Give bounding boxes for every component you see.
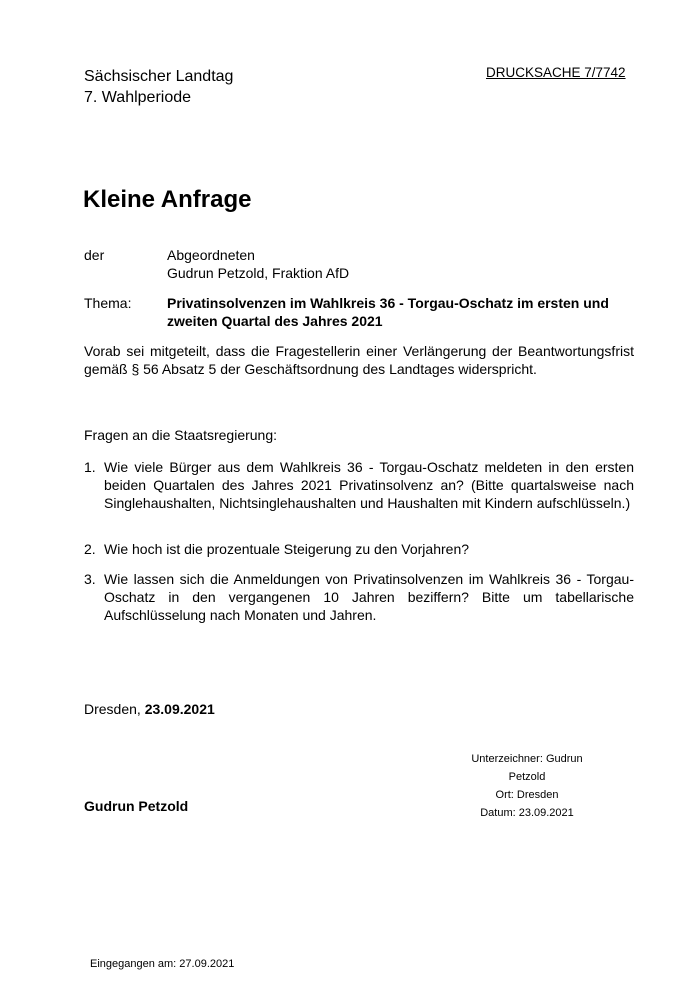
- legislative-period: 7. Wahlperiode: [84, 89, 192, 106]
- question-item: [84, 570, 634, 624]
- signer-line-1: Unterzeichner: Gudrun: [471, 753, 583, 765]
- question-number: 2.: [84, 541, 96, 557]
- topic-text: Privatinsolvenzen im Wahlkreis 36 - Torgau-Oschatz im ersten und zweiten Quartal des Jahres 2021: [167, 295, 609, 329]
- document-number: DRUCKSACHE 7/7742: [486, 65, 626, 80]
- parliament-name: Sächsischer Landtag: [84, 68, 234, 85]
- received-date: Eingegangen am: 27.09.2021: [90, 958, 235, 970]
- questions-intro: Fragen an die Staatsregierung:: [84, 427, 278, 443]
- header-parliament-block: [84, 66, 233, 108]
- question-text: Wie lassen sich die Anmeldungen von Privatinsolvenzen im Wahlkreis 36 - Torgau-Oschatz in den vergangenen 10 Jahren beziffern? Bitte um tabellarische Aufschlüsselung nach Monaten und Jahren.: [104, 571, 634, 623]
- question-number: 3.: [84, 571, 96, 587]
- signer-line-2: Petzold: [508, 771, 546, 783]
- date: 23.09.2021: [144, 701, 215, 717]
- question-item: [84, 540, 634, 558]
- topic-row: [84, 294, 634, 330]
- topic-label: Thema:: [84, 295, 132, 311]
- author-label: der: [84, 247, 105, 263]
- signature-date: Datum: 23.09.2021: [480, 807, 574, 819]
- author-row: [84, 246, 634, 282]
- question-text: Wie hoch ist die prozentuale Steigerung zu den Vorjahren?: [104, 541, 470, 557]
- place-date: [84, 700, 215, 718]
- author-content: [167, 246, 634, 282]
- question-item: [84, 458, 634, 530]
- page-title: Kleine Anfrage: [83, 186, 252, 213]
- signature-block: [458, 750, 596, 822]
- question-text: Wie viele Bürger aus dem Wahlkreis 36 - Torgau-Oschatz meldeten in den ersten beiden Quartalen des Jahres 2021 Privatinsolvenz an? (Bitte quartalsweise nach Singlehaushalten, Nichtsinglehaushalten und Haushalten mit Kindern aufschlüsseln.): [104, 459, 634, 511]
- preface-paragraph: Vorab sei mitgeteilt, dass die Fragestellerin einer Verlängerung der Beantwortungsfrist gemäß § 56 Absatz 5 der Geschäftsordnung des Landtages widerspricht.: [84, 343, 634, 377]
- question-number: 1.: [84, 459, 96, 475]
- signature-location: Ort: Dresden: [495, 789, 559, 801]
- author-role: Abgeordneten: [167, 247, 255, 263]
- place: Dresden,: [84, 701, 141, 717]
- author-name: Gudrun Petzold, Fraktion AfD: [167, 265, 350, 281]
- signer-name: Gudrun Petzold: [84, 798, 189, 814]
